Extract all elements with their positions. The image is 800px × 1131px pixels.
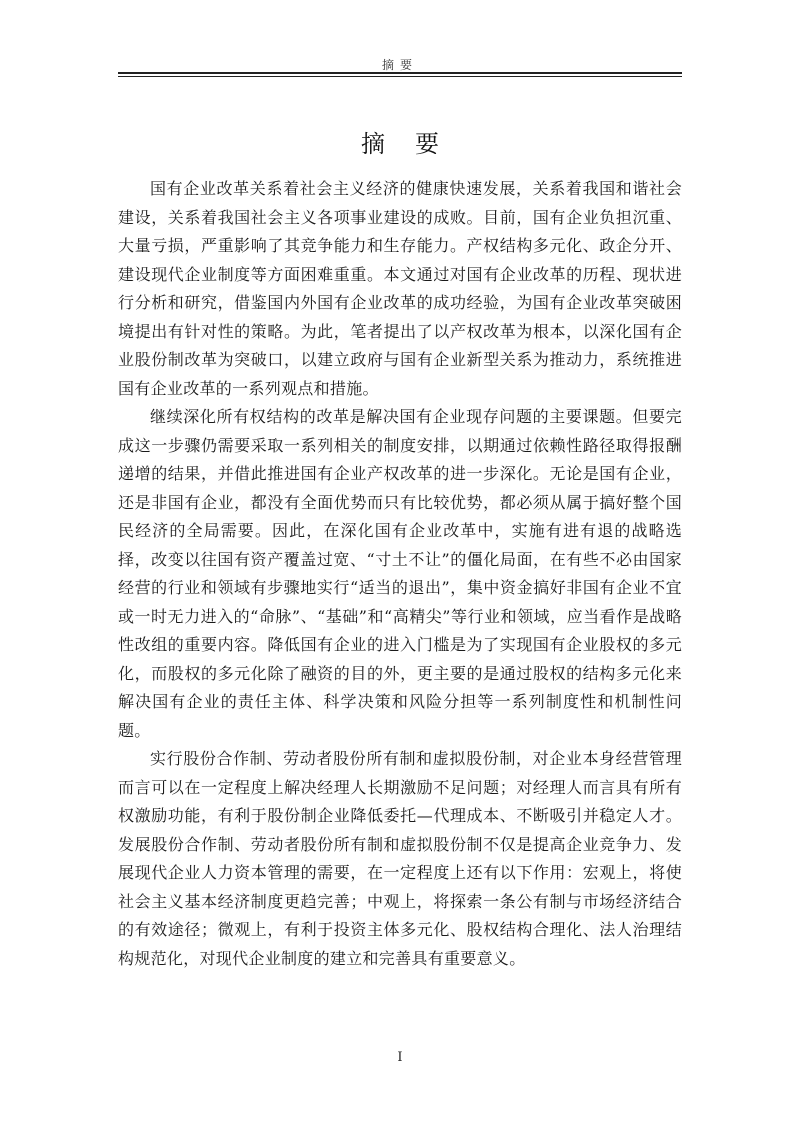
page-title: 摘要	[361, 130, 469, 158]
abstract-body	[118, 175, 682, 973]
paragraph-1: 国有企业改革关系着社会主义经济的健康快速发展，关系着我国和谐社会建设，关系着我国社会主义各项事业建设的成败。目前，国有企业负担沉重、大量亏损，严重影响了其竞争能力和生存能力。产权结构多元化、政企分开、建设现代企业制度等方面困难重重。本文通过对国有企业改革的历程、现状进行分析和研究，借鉴国内外国有企业改革的成功经验，为国有企业改革突破困境提出有针对性的策略。为此，笔者提出了以产权改革为根本，以深化国有企业股份制改革为突破口，以建立政府与国有企业新型关系为推动力，系统推进国有企业改革的一系列观点和措施。	[118, 179, 682, 398]
header-rule-thin	[118, 76, 682, 77]
paragraph-2: 继续深化所有权结构的改革是解决国有企业现存问题的主要课题。但要完成这一步骤仍需要采取一系列相关的制度安排，以期通过依赖性路径取得报酬递增的结果，并借此推进国有企业产权改革的进一步深化。无论是国有企业，还是非国有企业，都没有全面优势而只有比较优势，都必须从属于搞好整个国民经济的全局需要。因此，在深化国有企业改革中，实施有进有退的战略选择，改变以往国有资产覆盖过宽、“寸土不让”的僵化局面，在有些不必由国家经营的行业和领域有步骤地实行“适当的退出”，集中资金搞好非国有企业不宜或一时无力进入的“命脉”、“基础”和“高精尖”等行业和领域，应当看作是战略性改组的重要内容。降低国有企业的进入门槛是为了实现国有企业股权的多元化，而股权的多元化除了融资的目的外，更主要的是通过股权的结构多元化来解决国有企业的责任主体、科学决策和风险分担等一系列制度性和机制性问题。	[118, 407, 682, 740]
paragraph-3: 实行股份合作制、劳动者股份所有制和虚拟股份制，对企业本身经营管理而言可以在一定程度上解决经理人长期激励不足问题；对经理人而言具有所有权激励功能，有利于股份制企业降低委托—代理成本、不断吸引并稳定人才。发展股份合作制、劳动者股份所有制和虚拟股份制不仅是提高企业竞争力、发展现代企业人力资本管理的需要，在一定程度上还有以下作用：宏观上，将使社会主义基本经济制度更趋完善；中观上，将探索一条公有制与市场经济结合的有效途径；微观上，有利于投资主体多元化、股权结构合理化、法人治理结构规范化，对现代企业制度的建立和完善具有重要意义。	[118, 749, 682, 968]
page-number: I	[397, 1050, 403, 1065]
running-header: 摘要	[381, 58, 418, 72]
header-rule-thick	[118, 72, 682, 74]
